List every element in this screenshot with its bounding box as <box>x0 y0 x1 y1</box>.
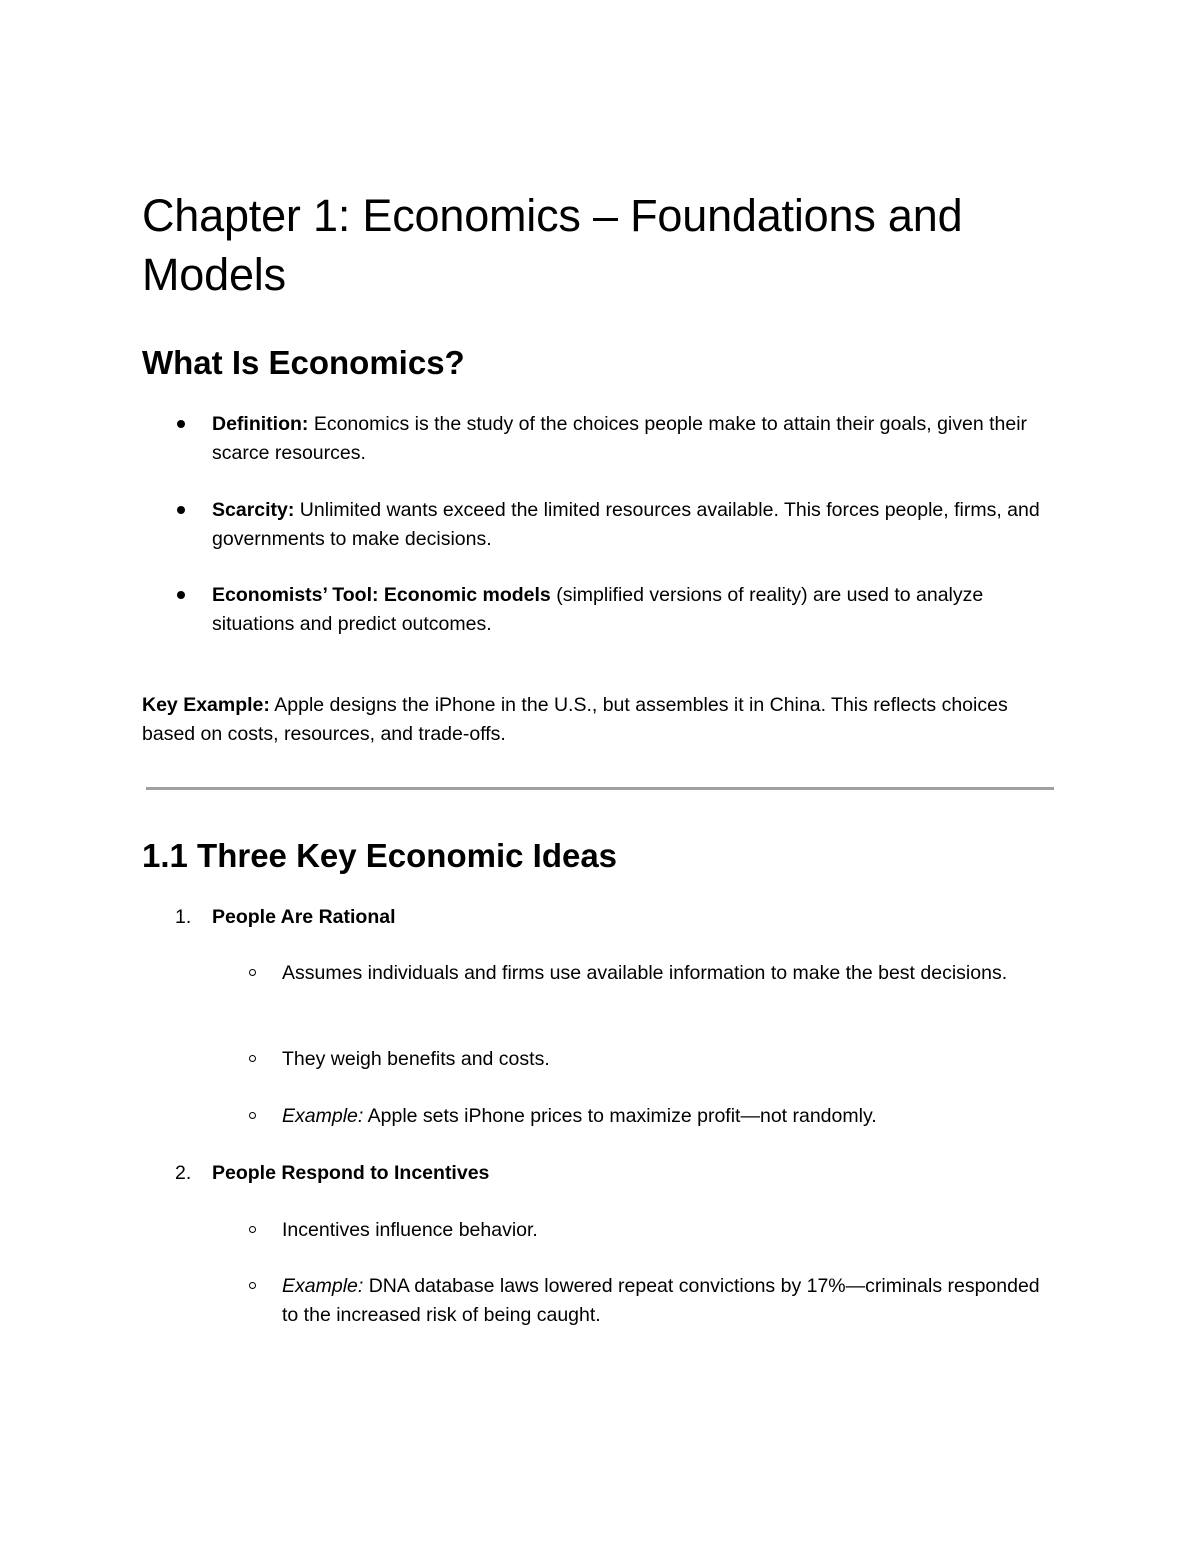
sub-bullet-circle <box>249 1282 256 1289</box>
bullet-economists-tool <box>212 581 1052 638</box>
key-example-paragraph <box>142 691 1042 748</box>
list-number: 1. <box>175 906 192 928</box>
bullet-text: (simplified versions of reality) are used to analyze situations and predict outcomes. <box>212 584 984 635</box>
bullet-scarcity <box>212 496 1052 553</box>
sub-item: They weigh benefits and costs. <box>282 1048 550 1070</box>
example-text: DNA database laws lowered repeat convictions by 17%—criminals responded to the increased risk of being caught. <box>282 1275 1040 1326</box>
sub-item <box>282 1272 1042 1329</box>
sub-bullet-circle <box>249 969 256 976</box>
section-heading-three-key-ideas: 1.1 Three Key Economic Ideas <box>142 837 618 874</box>
sub-item <box>282 1102 1042 1131</box>
example-label: Example: <box>282 1105 364 1127</box>
example-text: Apple sets iPhone prices to maximize profit—not randomly. <box>363 1105 877 1127</box>
key-example-label: Key Example: <box>142 694 270 716</box>
list-number: 2. <box>175 1162 192 1184</box>
bullet-dot <box>177 506 185 514</box>
bullet-label: Economists’ Tool: Economic models <box>212 584 551 606</box>
sub-bullet-circle <box>249 1226 256 1233</box>
horizontal-rule <box>146 787 1054 790</box>
example-label: Example: <box>282 1275 364 1297</box>
sub-bullet-circle <box>249 1055 256 1062</box>
list-item-title <box>212 1159 1052 1188</box>
bullet-definition <box>212 410 1052 467</box>
bullet-dot <box>177 420 185 428</box>
list-item-title-text: People Respond to Incentives <box>212 1162 490 1184</box>
bullet-dot <box>177 591 185 599</box>
list-item-title <box>212 903 1052 932</box>
bullet-text: Economics is the study of the choices people make to attain their goals, given their scarce resources. <box>212 413 1028 464</box>
sub-bullet-circle <box>249 1112 256 1119</box>
bullet-label: Definition: <box>212 413 309 435</box>
key-example-text: Apple designs the iPhone in the U.S., but assembles it in China. This reflects choices based on costs, resources, and trade-offs. <box>142 694 1008 745</box>
sub-item: Assumes individuals and firms use available information to make the best decisions. <box>282 962 1008 984</box>
sub-item: Incentives influence behavior. <box>282 1219 538 1241</box>
bullet-text: Unlimited wants exceed the limited resources available. This forces people, firms, and governments to make decisions. <box>212 499 1040 550</box>
page-title: Chapter 1: Economics – Foundations and Models <box>142 190 963 300</box>
bullet-label: Scarcity: <box>212 499 295 521</box>
list-item-title-text: People Are Rational <box>212 906 396 928</box>
section-heading-what-is-economics: What Is Economics? <box>142 344 465 381</box>
